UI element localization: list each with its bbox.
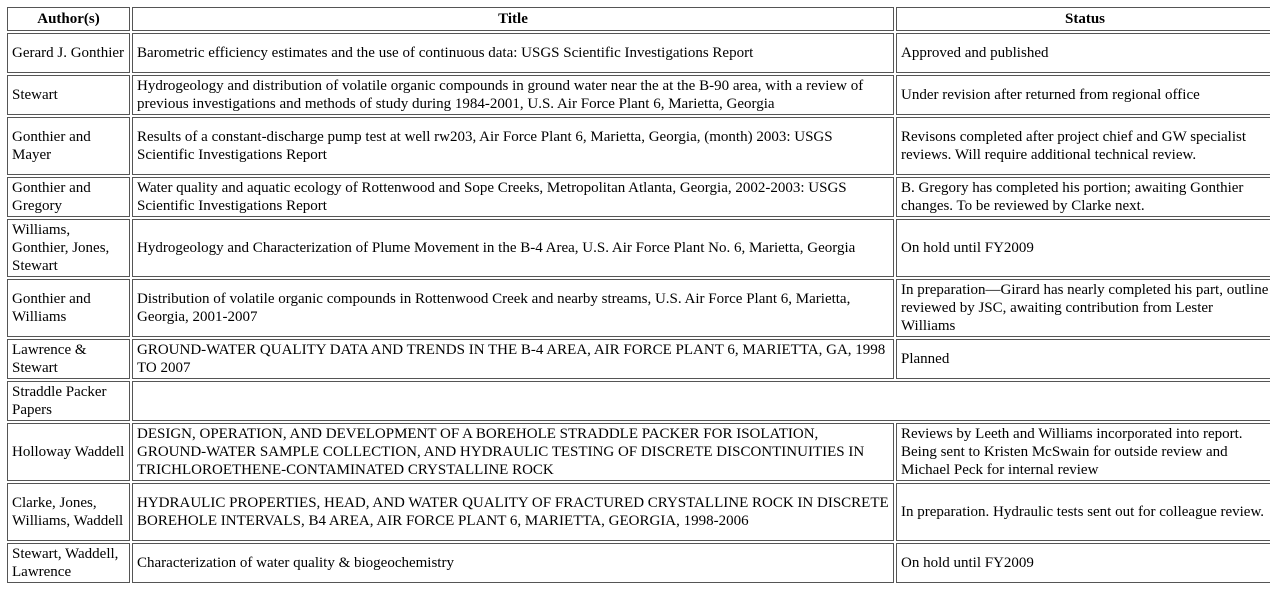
table-row [7, 423, 1270, 481]
author-cell: Gonthier and Gregory [7, 177, 130, 217]
status-cell: Planned [896, 339, 1270, 379]
author-cell: Stewart [7, 75, 130, 115]
author-cell: Clarke, Jones, Williams, Waddell [7, 483, 130, 541]
author-cell: Stewart, Waddell, Lawrence [7, 543, 130, 583]
status-cell: On hold until FY2009 [896, 219, 1270, 277]
header-status: Status [896, 7, 1270, 31]
table-row [7, 543, 1270, 583]
table-row [7, 483, 1270, 541]
table-row [7, 219, 1270, 277]
status-cell: Reviews by Leeth and Williams incorporated into report. Being sent to Kristen McSwain for outside review and Michael Peck for internal review [896, 423, 1270, 481]
author-cell: Gonthier and Williams [7, 279, 130, 337]
title-cell: Hydrogeology and Characterization of Plume Movement in the B-4 Area, U.S. Air Force Plant No. 6, Marietta, Georgia [132, 219, 894, 277]
table-row [7, 33, 1270, 73]
table-row [7, 117, 1270, 175]
status-cell: On hold until FY2009 [896, 543, 1270, 583]
reports-table-container [5, 5, 1268, 585]
status-cell: B. Gregory has completed his portion; awaiting Gonthier changes. To be reviewed by Clarke next. [896, 177, 1270, 217]
title-cell: Barometric efficiency estimates and the use of continuous data: USGS Scientific Investigations Report [132, 33, 894, 73]
reports-table [5, 5, 1270, 585]
title-cell: HYDRAULIC PROPERTIES, HEAD, AND WATER QUALITY OF FRACTURED CRYSTALLINE ROCK IN DISCRETE BOREHOLE INTERVALS, B4 AREA, AIR FORCE PLANT 6, MARIETTA, GEORGIA, 1998-2006 [132, 483, 894, 541]
status-cell: Revisons completed after project chief and GW specialist reviews. Will require additional technical review. [896, 117, 1270, 175]
table-row [7, 339, 1270, 379]
header-authors: Author(s) [7, 7, 130, 31]
status-cell: Approved and published [896, 33, 1270, 73]
author-cell: Gerard J. Gonthier [7, 33, 130, 73]
section-empty-cell [132, 381, 1270, 421]
section-row [7, 381, 1270, 421]
header-row [7, 7, 1270, 31]
author-cell: Lawrence & Stewart [7, 339, 130, 379]
status-cell: Under revision after returned from regional office [896, 75, 1270, 115]
author-cell: Williams, Gonthier, Jones, Stewart [7, 219, 130, 277]
title-cell: DESIGN, OPERATION, AND DEVELOPMENT OF A BOREHOLE STRADDLE PACKER FOR ISOLATION, GROUND-WATER SAMPLE COLLECTION, AND HYDRAULIC TESTING OF DISCRETE DISCONTINUITIES IN TRICHLOROETHENE-CONTAMINATED CRYSTALLINE ROCK [132, 423, 894, 481]
status-cell: In preparation—Girard has nearly completed his part, outline reviewed by JSC, awaiting contribution from Lester Williams [896, 279, 1270, 337]
author-cell: Gonthier and Mayer [7, 117, 130, 175]
title-cell: Characterization of water quality & biogeochemistry [132, 543, 894, 583]
title-cell: Distribution of volatile organic compounds in Rottenwood Creek and nearby streams, U.S. Air Force Plant 6, Marietta, Georgia, 2001-2007 [132, 279, 894, 337]
header-title: Title [132, 7, 894, 31]
title-cell: GROUND-WATER QUALITY DATA AND TRENDS IN THE B-4 AREA, AIR FORCE PLANT 6, MARIETTA, GA, 1998 TO 2007 [132, 339, 894, 379]
table-row [7, 279, 1270, 337]
status-cell: In preparation. Hydraulic tests sent out for colleague review. [896, 483, 1270, 541]
author-cell: Holloway Waddell [7, 423, 130, 481]
title-cell: Water quality and aquatic ecology of Rottenwood and Sope Creeks, Metropolitan Atlanta, Georgia, 2002-2003: USGS Scientific Investigations Report [132, 177, 894, 217]
title-cell: Results of a constant-discharge pump test at well rw203, Air Force Plant 6, Marietta, Georgia, (month) 2003: USGS Scientific Investigations Report [132, 117, 894, 175]
section-label-cell: Straddle Packer Papers [7, 381, 130, 421]
table-row [7, 177, 1270, 217]
title-cell: Hydrogeology and distribution of volatile organic compounds in ground water near the at the B-90 area, with a review of previous investigations and methods of study during 1984-2001, U.S. Air Force Plant 6, Marietta, Georgia [132, 75, 894, 115]
table-row [7, 75, 1270, 115]
